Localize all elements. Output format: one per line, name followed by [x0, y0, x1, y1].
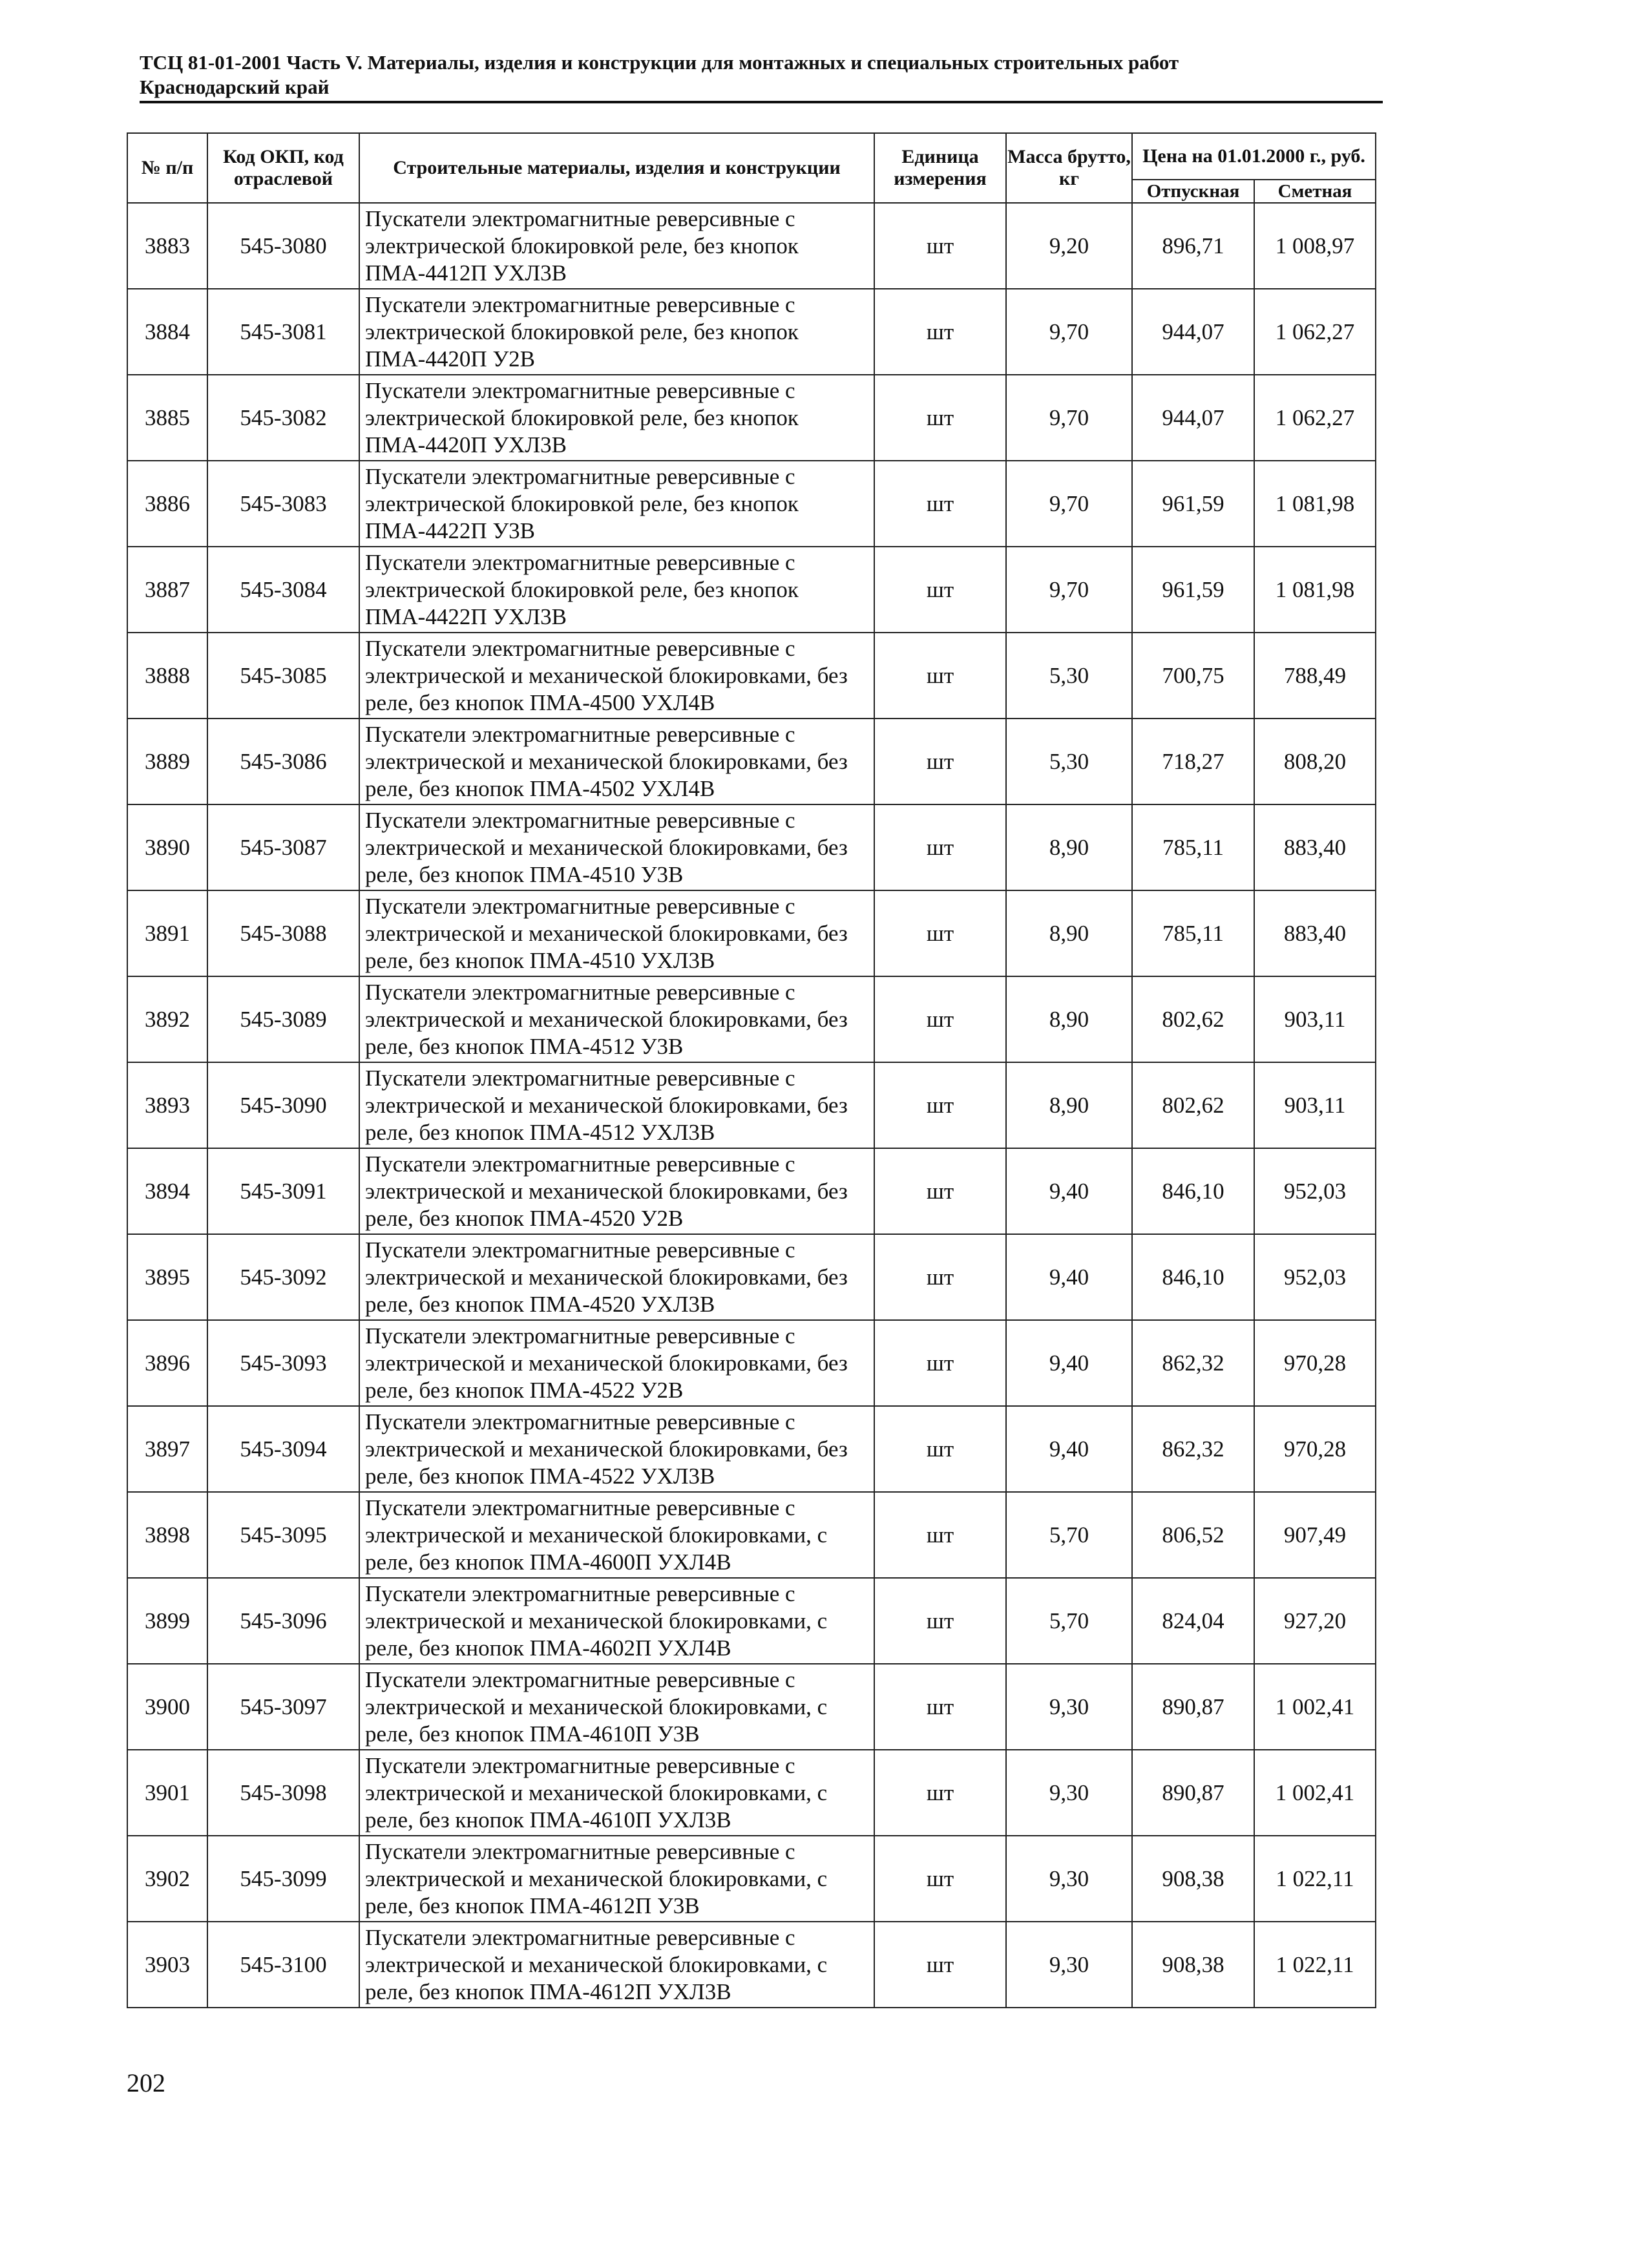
table-row [127, 1750, 1376, 1836]
table-row [127, 976, 1376, 1062]
cell-num: 3896 [127, 1320, 207, 1406]
cell-price-estimate: 1 002,41 [1254, 1664, 1376, 1750]
cell-price-estimate: 883,40 [1254, 804, 1376, 890]
cell-num: 3897 [127, 1406, 207, 1492]
cell-price-release: 908,38 [1132, 1922, 1254, 2008]
table-row [127, 1664, 1376, 1750]
cell-num: 3901 [127, 1750, 207, 1836]
cell-price-estimate: 1 002,41 [1254, 1750, 1376, 1836]
cell-num: 3900 [127, 1664, 207, 1750]
cell-mass: 9,20 [1006, 203, 1132, 289]
cell-mass: 9,40 [1006, 1406, 1132, 1492]
cell-unit: шт [874, 289, 1006, 375]
cell-price-release: 961,59 [1132, 547, 1254, 633]
cell-price-release: 896,71 [1132, 203, 1254, 289]
table-row [127, 1922, 1376, 2008]
cell-code: 545-3092 [207, 1234, 359, 1320]
cell-price-estimate: 970,28 [1254, 1320, 1376, 1406]
cell-price-release: 862,32 [1132, 1320, 1254, 1406]
cell-unit: шт [874, 1922, 1006, 2008]
cell-code: 545-3087 [207, 804, 359, 890]
table-row [127, 1062, 1376, 1148]
table-row [127, 289, 1376, 375]
col-header-num: № п/п [127, 133, 207, 203]
table-body [127, 203, 1376, 2008]
cell-mass: 9,30 [1006, 1922, 1132, 2008]
cell-unit: шт [874, 890, 1006, 976]
cell-description: Пускатели электромагнитные реверсивные с электрической блокировкой реле, без кнопок ПМА-4412П УХЛ3В [359, 203, 874, 289]
cell-code: 545-3080 [207, 203, 359, 289]
page-number: 202 [127, 2068, 165, 2097]
cell-price-estimate: 952,03 [1254, 1148, 1376, 1234]
cell-num: 3894 [127, 1148, 207, 1234]
cell-num: 3891 [127, 890, 207, 976]
cell-description: Пускатели электромагнитные реверсивные с электрической блокировкой реле, без кнопок ПМА-4422П У3В [359, 461, 874, 547]
cell-description: Пускатели электромагнитные реверсивные с электрической и механической блокировками, без реле, без кнопок ПМА-4510 УХЛ3В [359, 890, 874, 976]
cell-mass: 8,90 [1006, 1062, 1132, 1148]
table-row [127, 1578, 1376, 1664]
cell-mass: 5,30 [1006, 719, 1132, 804]
table-row [127, 719, 1376, 804]
table-row [127, 375, 1376, 461]
cell-price-estimate: 903,11 [1254, 976, 1376, 1062]
cell-unit: шт [874, 1578, 1006, 1664]
cell-code: 545-3081 [207, 289, 359, 375]
table-row [127, 1148, 1376, 1234]
cell-price-release: 824,04 [1132, 1578, 1254, 1664]
cell-price-estimate: 1 008,97 [1254, 203, 1376, 289]
cell-code: 545-3091 [207, 1148, 359, 1234]
cell-code: 545-3099 [207, 1836, 359, 1922]
cell-price-release: 862,32 [1132, 1406, 1254, 1492]
cell-num: 3892 [127, 976, 207, 1062]
cell-mass: 9,40 [1006, 1234, 1132, 1320]
cell-code: 545-3088 [207, 890, 359, 976]
cell-description: Пускатели электромагнитные реверсивные с электрической и механической блокировками, без реле, без кнопок ПМА-4512 У3В [359, 976, 874, 1062]
cell-mass: 5,30 [1006, 633, 1132, 719]
cell-unit: шт [874, 375, 1006, 461]
cell-description: Пускатели электромагнитные реверсивные с электрической и механической блокировками, без реле, без кнопок ПМА-4500 УХЛ4В [359, 633, 874, 719]
cell-price-release: 908,38 [1132, 1836, 1254, 1922]
cell-description: Пускатели электромагнитные реверсивные с электрической и механической блокировками, без реле, без кнопок ПМА-4522 У2В [359, 1320, 874, 1406]
cell-price-release: 944,07 [1132, 289, 1254, 375]
cell-unit: шт [874, 1234, 1006, 1320]
col-header-unit: Единица измерения [874, 133, 1006, 203]
cell-price-release: 785,11 [1132, 890, 1254, 976]
cell-mass: 9,70 [1006, 289, 1132, 375]
cell-price-estimate: 1 022,11 [1254, 1922, 1376, 2008]
cell-unit: шт [874, 547, 1006, 633]
cell-mass: 5,70 [1006, 1578, 1132, 1664]
cell-price-estimate: 903,11 [1254, 1062, 1376, 1148]
cell-num: 3895 [127, 1234, 207, 1320]
cell-price-release: 961,59 [1132, 461, 1254, 547]
table-row [127, 461, 1376, 547]
col-header-mass: Масса брутто, кг [1006, 133, 1132, 203]
cell-code: 545-3094 [207, 1406, 359, 1492]
cell-description: Пускатели электромагнитные реверсивные с электрической и механической блокировками, с реле, без кнопок ПМА-4612П УХЛ3В [359, 1922, 874, 2008]
table-row [127, 547, 1376, 633]
cell-price-estimate: 808,20 [1254, 719, 1376, 804]
cell-num: 3893 [127, 1062, 207, 1148]
cell-unit: шт [874, 1320, 1006, 1406]
cell-description: Пускатели электромагнитные реверсивные с электрической и механической блокировками, без реле, без кнопок ПМА-4522 УХЛ3В [359, 1406, 874, 1492]
cell-num: 3902 [127, 1836, 207, 1922]
table-row [127, 633, 1376, 719]
cell-price-release: 890,87 [1132, 1664, 1254, 1750]
cell-num: 3890 [127, 804, 207, 890]
cell-price-release: 802,62 [1132, 1062, 1254, 1148]
col-header-material: Строительные материалы, изделия и конструкции [359, 133, 874, 203]
cell-unit: шт [874, 203, 1006, 289]
cell-num: 3886 [127, 461, 207, 547]
cell-price-release: 806,52 [1132, 1492, 1254, 1578]
cell-description: Пускатели электромагнитные реверсивные с электрической и механической блокировками, без реле, без кнопок ПМА-4520 У2В [359, 1148, 874, 1234]
cell-unit: шт [874, 1406, 1006, 1492]
cell-price-release: 718,27 [1132, 719, 1254, 804]
cell-code: 545-3083 [207, 461, 359, 547]
cell-description: Пускатели электромагнитные реверсивные с электрической и механической блокировками, без реле, без кнопок ПМА-4512 УХЛ3В [359, 1062, 874, 1148]
cell-price-release: 846,10 [1132, 1148, 1254, 1234]
cell-code: 545-3095 [207, 1492, 359, 1578]
cell-unit: шт [874, 1836, 1006, 1922]
cell-description: Пускатели электромагнитные реверсивные с электрической и механической блокировками, с реле, без кнопок ПМА-4602П УХЛ4В [359, 1578, 874, 1664]
cell-code: 545-3098 [207, 1750, 359, 1836]
cell-mass: 9,40 [1006, 1320, 1132, 1406]
cell-mass: 9,30 [1006, 1750, 1132, 1836]
cell-price-estimate: 1 081,98 [1254, 461, 1376, 547]
cell-mass: 9,70 [1006, 375, 1132, 461]
col-header-price-group: Цена на 01.01.2000 г., руб. [1132, 133, 1376, 180]
cell-num: 3883 [127, 203, 207, 289]
cell-mass: 9,30 [1006, 1664, 1132, 1750]
cell-code: 545-3096 [207, 1578, 359, 1664]
cell-num: 3887 [127, 547, 207, 633]
cell-num: 3903 [127, 1922, 207, 2008]
cell-num: 3899 [127, 1578, 207, 1664]
cell-description: Пускатели электромагнитные реверсивные с электрической и механической блокировками, без реле, без кнопок ПМА-4502 УХЛ4В [359, 719, 874, 804]
cell-unit: шт [874, 1062, 1006, 1148]
cell-unit: шт [874, 804, 1006, 890]
cell-description: Пускатели электромагнитные реверсивные с электрической и механической блокировками, с реле, без кнопок ПМА-4610П У3В [359, 1664, 874, 1750]
cell-unit: шт [874, 1664, 1006, 1750]
cell-code: 545-3093 [207, 1320, 359, 1406]
cell-code: 545-3090 [207, 1062, 359, 1148]
cell-code: 545-3089 [207, 976, 359, 1062]
cell-price-release: 944,07 [1132, 375, 1254, 461]
cell-description: Пускатели электромагнитные реверсивные с электрической блокировкой реле, без кнопок ПМА-4422П УХЛ3В [359, 547, 874, 633]
col-header-code: Код ОКП, код отраслевой [207, 133, 359, 203]
cell-description: Пускатели электромагнитные реверсивные с электрической и механической блокировками, с реле, без кнопок ПМА-4610П УХЛ3В [359, 1750, 874, 1836]
cell-price-estimate: 1 062,27 [1254, 289, 1376, 375]
cell-num: 3885 [127, 375, 207, 461]
cell-price-estimate: 883,40 [1254, 890, 1376, 976]
cell-mass: 9,70 [1006, 547, 1132, 633]
cell-unit: шт [874, 1148, 1006, 1234]
table-row [127, 1234, 1376, 1320]
table-row [127, 1406, 1376, 1492]
cell-mass: 8,90 [1006, 976, 1132, 1062]
cell-description: Пускатели электромагнитные реверсивные с электрической и механической блокировками, с реле, без кнопок ПМА-4600П УХЛ4В [359, 1492, 874, 1578]
cell-num: 3888 [127, 633, 207, 719]
header-region: Краснодарский край [140, 76, 330, 98]
cell-code: 545-3084 [207, 547, 359, 633]
cell-unit: шт [874, 633, 1006, 719]
cell-price-release: 785,11 [1132, 804, 1254, 890]
cell-unit: шт [874, 1492, 1006, 1578]
cell-mass: 9,30 [1006, 1836, 1132, 1922]
table-row [127, 1320, 1376, 1406]
cell-description: Пускатели электромагнитные реверсивные с электрической блокировкой реле, без кнопок ПМА-4420П У2В [359, 289, 874, 375]
cell-description: Пускатели электромагнитные реверсивные с электрической и механической блокировками, без реле, без кнопок ПМА-4520 УХЛ3В [359, 1234, 874, 1320]
cell-description: Пускатели электромагнитные реверсивные с электрической и механической блокировками, без реле, без кнопок ПМА-4510 У3В [359, 804, 874, 890]
header-divider [140, 101, 1383, 103]
cell-code: 545-3085 [207, 633, 359, 719]
table-row [127, 804, 1376, 890]
table-row [127, 890, 1376, 976]
cell-price-estimate: 907,49 [1254, 1492, 1376, 1578]
cell-code: 545-3082 [207, 375, 359, 461]
cell-price-release: 802,62 [1132, 976, 1254, 1062]
col-header-price-release: Отпускная [1132, 180, 1254, 203]
price-table [127, 132, 1376, 2008]
table-row [127, 1492, 1376, 1578]
header-title: ТСЦ 81-01-2001 Часть V. Материалы, изделия и конструкции для монтажных и специальных строительных работ [140, 51, 1179, 74]
cell-mass: 9,70 [1006, 461, 1132, 547]
cell-price-release: 846,10 [1132, 1234, 1254, 1320]
cell-unit: шт [874, 461, 1006, 547]
cell-price-estimate: 927,20 [1254, 1578, 1376, 1664]
cell-price-estimate: 788,49 [1254, 633, 1376, 719]
cell-mass: 5,70 [1006, 1492, 1132, 1578]
table-row [127, 1836, 1376, 1922]
cell-price-estimate: 1 081,98 [1254, 547, 1376, 633]
cell-unit: шт [874, 976, 1006, 1062]
cell-code: 545-3097 [207, 1664, 359, 1750]
cell-num: 3889 [127, 719, 207, 804]
cell-code: 545-3086 [207, 719, 359, 804]
cell-price-estimate: 970,28 [1254, 1406, 1376, 1492]
cell-price-release: 890,87 [1132, 1750, 1254, 1836]
page-header [140, 50, 1380, 100]
cell-mass: 8,90 [1006, 890, 1132, 976]
cell-mass: 8,90 [1006, 804, 1132, 890]
cell-description: Пускатели электромагнитные реверсивные с электрической и механической блокировками, с реле, без кнопок ПМА-4612П У3В [359, 1836, 874, 1922]
cell-price-release: 700,75 [1132, 633, 1254, 719]
cell-num: 3898 [127, 1492, 207, 1578]
cell-price-estimate: 1 062,27 [1254, 375, 1376, 461]
table-row [127, 203, 1376, 289]
cell-unit: шт [874, 719, 1006, 804]
cell-description: Пускатели электромагнитные реверсивные с электрической блокировкой реле, без кнопок ПМА-4420П УХЛ3В [359, 375, 874, 461]
cell-price-estimate: 1 022,11 [1254, 1836, 1376, 1922]
cell-unit: шт [874, 1750, 1006, 1836]
cell-mass: 9,40 [1006, 1148, 1132, 1234]
cell-code: 545-3100 [207, 1922, 359, 2008]
col-header-price-estimate: Сметная [1254, 180, 1376, 203]
cell-num: 3884 [127, 289, 207, 375]
cell-price-estimate: 952,03 [1254, 1234, 1376, 1320]
